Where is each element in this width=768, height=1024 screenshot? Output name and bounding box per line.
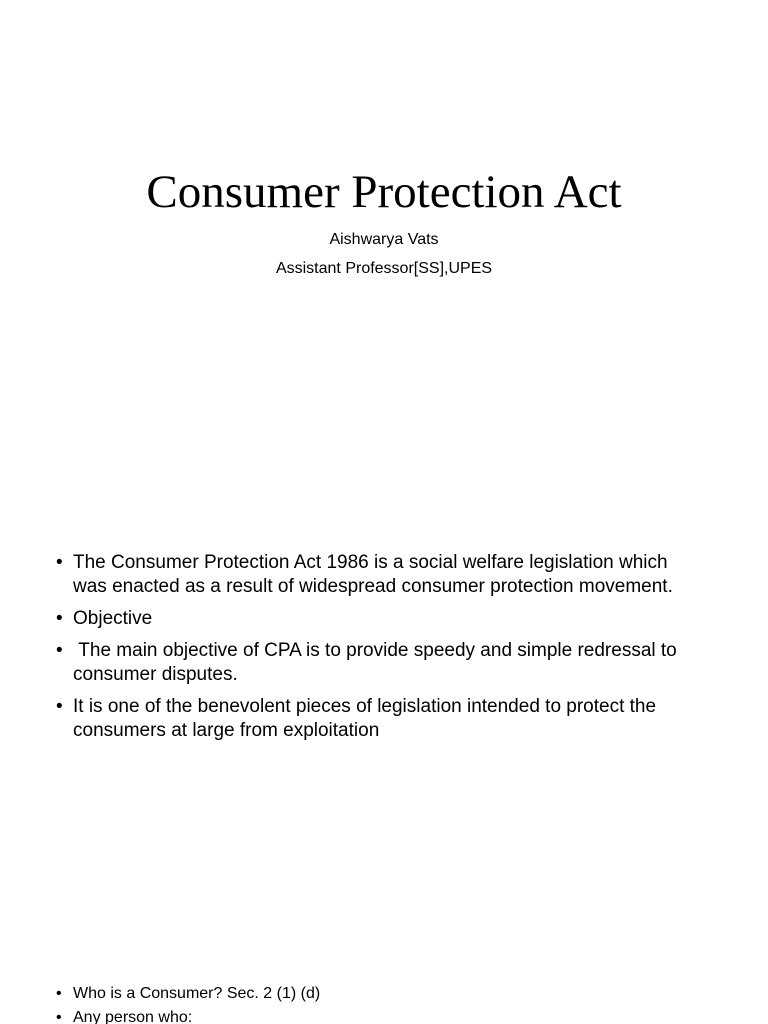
bullet-list xyxy=(56,551,706,751)
slide-title: Consumer Protection Act xyxy=(146,166,622,218)
objective-slide xyxy=(0,512,768,944)
bullet-text: Who is a Consumer? Sec. 2 (1) (d) xyxy=(73,985,321,1002)
bullet-item xyxy=(56,607,706,631)
bullet-text: The main objective of CPA is to provide speedy and simple redressal to consumer disputes. xyxy=(73,640,683,685)
consumer-definition-slide xyxy=(0,944,768,1024)
author-affiliation: Assistant Professor[SS],UPES xyxy=(275,260,493,277)
bullet-item xyxy=(56,639,706,687)
bullet-icon: • xyxy=(56,985,62,1002)
bullet-item xyxy=(56,1006,706,1024)
bullet-item xyxy=(56,982,706,1006)
bullet-icon: • xyxy=(56,640,63,661)
author-name: Aishwarya Vats xyxy=(329,231,439,248)
bullet-text: The Consumer Protection Act 1986 is a social welfare legislation which was enacted as a result of widespread consumer protection movement. xyxy=(73,552,673,597)
bullet-item xyxy=(56,695,706,743)
bullet-icon: • xyxy=(56,696,63,717)
bullet-text: Objective xyxy=(73,608,153,629)
bullet-icon: • xyxy=(56,1009,62,1024)
bullet-text: It is one of the benevolent pieces of legislation intended to protect the consumers at large from exploitation xyxy=(73,696,657,741)
bullet-icon: • xyxy=(56,552,63,573)
bullet-list xyxy=(56,982,706,1024)
bullet-icon: • xyxy=(56,608,63,629)
bullet-text: Any person who: xyxy=(73,1009,193,1024)
bullet-item xyxy=(56,551,706,599)
